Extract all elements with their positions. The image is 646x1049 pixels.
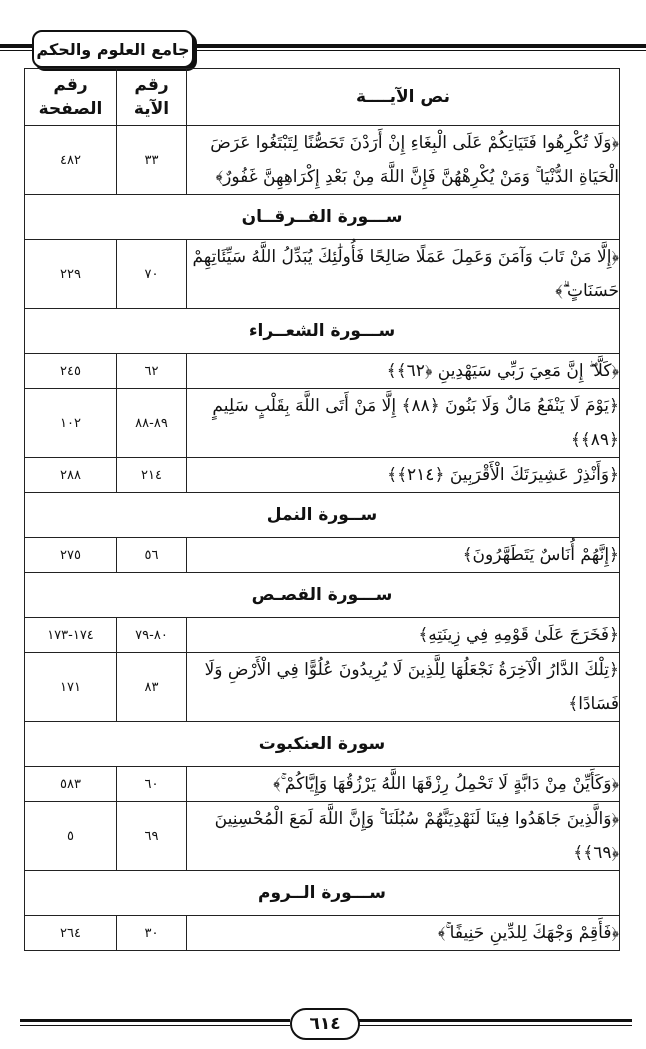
surah-heading-row — [25, 722, 620, 767]
page-reference: ٢٦٤ — [25, 916, 117, 951]
ayah-number: ٨٣ — [117, 653, 187, 722]
column-header-ayah-number: رقم الآية — [117, 69, 187, 126]
page-reference: ٥٨٣ — [25, 767, 117, 802]
table-row — [25, 389, 620, 458]
table-row — [25, 240, 620, 309]
footer-rule-right — [356, 1019, 632, 1022]
column-header-verse-text: نص الآيــــة — [187, 69, 620, 126]
verse-text: ﴿وَكَأَيِّنْ مِنْ دَابَّةٍ لَا تَحْمِلُ رِزْقَهَا اللَّهُ يَرْزُقُهَا وَإِيَّاكُمْ ۚ﴾ — [187, 767, 620, 802]
table-row — [25, 458, 620, 493]
verse-text: ﴿يَوْمَ لَا يَنْفَعُ مَالٌ وَلَا بَنُونَ ﴿٨٨﴾ إِلَّا مَنْ أَتَى اللَّهَ بِقَلْبٍ سَلِيمٍ ﴿٨٩﴾﴾ — [187, 389, 620, 458]
page-reference: ١٧١ — [25, 653, 117, 722]
ayah-number: ٨٠-٧٩ — [117, 618, 187, 653]
table-row — [25, 618, 620, 653]
footer-rule-left — [20, 1019, 290, 1022]
book-title: جامع العلوم والحكم — [32, 30, 194, 68]
page-reference: ٢٢٩ — [25, 240, 117, 309]
surah-title: ســـورة القصـص — [25, 573, 620, 618]
surah-heading-row — [25, 493, 620, 538]
page-reference: ٤٨٢ — [25, 126, 117, 195]
ayah-number: ٢١٤ — [117, 458, 187, 493]
verse-text: ﴿وَلَا تُكْرِهُوا فَتَيَاتِكُمْ عَلَى الْبِغَاءِ إِنْ أَرَدْنَ تَحَصُّنًا لِتَبْتَغُوا عَرَضَ الْحَيَاةِ الدُّنْيَا ۚ وَمَنْ يُكْرِهْهُنَّ فَإِنَّ اللَّهَ مِنْ بَعْدِ إِكْرَاهِهِنَّ غَفُورٌ﴾ — [187, 126, 620, 195]
table-header-row — [25, 69, 620, 126]
surah-title: ســـورة الشعــراء — [25, 309, 620, 354]
ayah-number: ٦٢ — [117, 354, 187, 389]
table-row — [25, 767, 620, 802]
verse-index-table — [24, 68, 620, 951]
ayah-number: ٣٣ — [117, 126, 187, 195]
surah-title: ســورة النمل — [25, 493, 620, 538]
table-row — [25, 354, 620, 389]
ayah-number: ٧٠ — [117, 240, 187, 309]
ayah-number: ٨٩-٨٨ — [117, 389, 187, 458]
verse-text: ﴿وَأَنْذِرْ عَشِيرَتَكَ الْأَقْرَبِينَ ﴿٢١٤﴾﴾ — [187, 458, 620, 493]
page-reference: ٢٧٥ — [25, 538, 117, 573]
verse-text: ﴿تِلْكَ الدَّارُ الْآخِرَةُ نَجْعَلُهَا لِلَّذِينَ لَا يُرِيدُونَ عُلُوًّا فِي الْأَرْضِ وَلَا فَسَادًا﴾ — [187, 653, 620, 722]
header-rule-right — [190, 44, 646, 48]
table-row — [25, 538, 620, 573]
ayah-number: ٦٠ — [117, 767, 187, 802]
page-reference: ٢٨٨ — [25, 458, 117, 493]
column-header-page-number: رقم الصفحة — [25, 69, 117, 126]
table-row — [25, 916, 620, 951]
ayah-number: ٣٠ — [117, 916, 187, 951]
page-reference: ١٧٤-١٧٣ — [25, 618, 117, 653]
surah-title: سورة العنكبوت — [25, 722, 620, 767]
page-number: ٦١٤ — [290, 1008, 360, 1040]
surah-heading-row — [25, 871, 620, 916]
ayah-number: ٥٦ — [117, 538, 187, 573]
verse-text: ﴿فَخَرَجَ عَلَىٰ قَوْمِهِ فِي زِينَتِهِ﴾ — [187, 618, 620, 653]
surah-heading-row — [25, 309, 620, 354]
surah-title: ســـورة الــروم — [25, 871, 620, 916]
table-row — [25, 126, 620, 195]
verse-text: ﴿وَالَّذِينَ جَاهَدُوا فِينَا لَنَهْدِيَنَّهُمْ سُبُلَنَا ۚ وَإِنَّ اللَّهَ لَمَعَ الْمُحْسِنِينَ ﴿٦٩﴾﴾ — [187, 802, 620, 871]
table-row — [25, 653, 620, 722]
page-reference: ٢٤٥ — [25, 354, 117, 389]
surah-heading-row — [25, 195, 620, 240]
surah-title: ســـورة الفــرقــان — [25, 195, 620, 240]
header-rule-left — [0, 44, 34, 48]
verse-text: ﴿إِنَّهُمْ أُنَاسٌ يَتَطَهَّرُونَ﴾ — [187, 538, 620, 573]
verse-text: ﴿إِلَّا مَنْ تَابَ وَآمَنَ وَعَمِلَ عَمَلًا صَالِحًا فَأُولَٰئِكَ يُبَدِّلُ اللَّهُ سَيِّئَاتِهِمْ حَسَنَاتٍ ۗ﴾ — [187, 240, 620, 309]
surah-heading-row — [25, 573, 620, 618]
verse-text: ﴿فَأَقِمْ وَجْهَكَ لِلدِّينِ حَنِيفًا ۚ﴾ — [187, 916, 620, 951]
table-row — [25, 802, 620, 871]
verse-text: ﴿كَلَّا ۖ إِنَّ مَعِيَ رَبِّي سَيَهْدِينِ ﴿٦٢﴾﴾ — [187, 354, 620, 389]
page-reference: ٥ — [25, 802, 117, 871]
ayah-number: ٦٩ — [117, 802, 187, 871]
page-reference: ١٠٢ — [25, 389, 117, 458]
